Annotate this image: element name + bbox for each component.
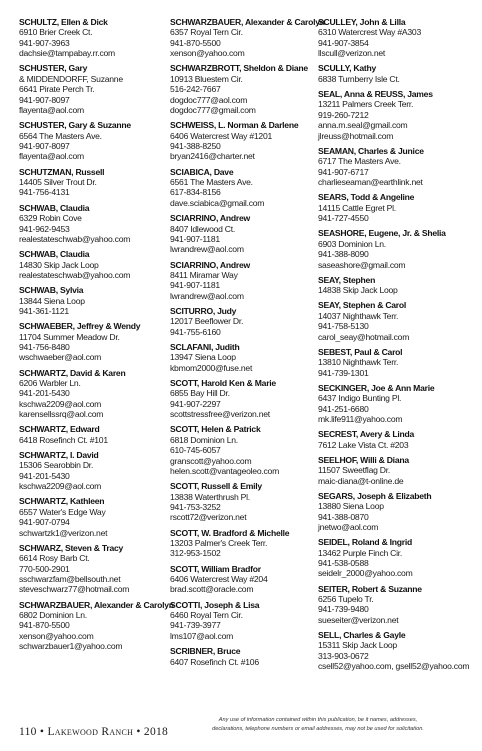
entry-name: SCRIBNER, Bruce — [170, 646, 241, 657]
entry-detail: 6903 Dominion Ln. — [318, 238, 386, 249]
directory-entry — [170, 378, 318, 420]
entry-detail: xenson@yahoo.com — [170, 48, 245, 59]
entry-detail: 14115 Cattle Egret Pl. — [318, 202, 396, 213]
entry-detail: 941-756-4131 — [19, 187, 70, 198]
entry-detail: 919-260-7212 — [318, 109, 369, 120]
entry-detail: 6641 Pirate Perch Tr. — [19, 84, 95, 95]
directory-entry — [170, 17, 325, 59]
directory-entry — [170, 481, 318, 523]
directory-entry — [19, 285, 167, 316]
entry-detail: 6818 Dominion Ln. — [170, 434, 238, 445]
entry-detail: 941-388-0870 — [318, 511, 369, 522]
entry-detail: carol_seay@hotmail.com — [318, 331, 410, 342]
footer-bullet-2: • — [136, 726, 141, 738]
entry-name: SCOTT, W. Bradford & Michelle — [170, 527, 290, 538]
entry-detail: flayenta@aol.com — [19, 105, 84, 116]
entry-detail: lwrandrew@aol.com — [170, 290, 244, 301]
directory-entry — [170, 564, 318, 595]
publication-year: 2018 — [143, 726, 169, 738]
entry-name: SEITER, Robert & Suzanne — [318, 583, 422, 594]
entry-name: SCHWAB, Sylvia — [19, 285, 84, 296]
directory-entry — [19, 368, 167, 420]
entry-detail: 941-870-5500 — [170, 37, 221, 48]
entry-detail: realestateschwab@yahoo.com — [19, 233, 131, 244]
entry-detail: 941-251-6680 — [318, 403, 369, 414]
entry-name: SELL, Charles & Gayle — [318, 630, 406, 641]
entry-detail: 941-538-0588 — [318, 558, 369, 569]
directory-entry — [170, 167, 318, 209]
entry-detail: dogdoc777@gmail.com — [170, 105, 256, 116]
entry-detail: dave.sciabica@gmail.com — [170, 197, 265, 208]
entry-detail: 13844 Siena Loop — [19, 295, 85, 306]
entry-detail: 941-727-4550 — [318, 213, 369, 224]
entry-detail: 941-907-6717 — [318, 166, 369, 177]
entry-name: SEAY, Stephen & Carol — [318, 300, 407, 311]
entry-detail: 13462 Purple Finch Cir. — [318, 547, 403, 558]
directory-entry — [318, 491, 466, 533]
entry-detail: sueseiter@verizon.net — [318, 614, 399, 625]
directory-column — [170, 17, 325, 715]
directory-entry — [170, 306, 318, 337]
entry-detail: 941-907-3854 — [318, 37, 369, 48]
entry-name: SCOTT, William Bradfor — [170, 563, 261, 574]
entry-detail: 6406 Watercrest Way #1201 — [170, 130, 273, 141]
entry-detail: 941-758-5130 — [318, 321, 369, 332]
entry-detail: 6614 Rosy Barb Ct. — [19, 553, 90, 564]
entry-detail: dogdoc777@aol.com — [170, 94, 248, 105]
entry-detail: 6357 Royal Tern Cir. — [170, 27, 243, 38]
directory-entry — [318, 455, 466, 486]
entry-detail: flayenta@aol.com — [19, 151, 84, 162]
entry-detail: 14830 Skip Jack Loop — [19, 259, 99, 270]
entry-detail: wschwaeber@aol.com — [19, 352, 102, 363]
entry-name: SCHULTZ, Ellen & Dick — [19, 17, 108, 27]
directory-entry — [170, 213, 318, 255]
entry-detail: 313-903-0672 — [318, 650, 369, 661]
disclaimer-line: declarations, telephone numbers or email addresses, may not be used for solicitation. — [212, 726, 424, 732]
entry-detail: schwartzk1@verizon.net — [19, 527, 108, 538]
directory-entry — [19, 599, 174, 652]
entry-name: SCOTTI, Joseph & Lisa — [170, 599, 260, 610]
entry-detail: 14838 Skip Jack Loop — [318, 285, 398, 296]
directory-entry — [318, 537, 466, 579]
entry-detail: 941-870-5500 — [19, 620, 70, 631]
directory-entry — [318, 17, 466, 59]
directory-entry — [19, 203, 167, 245]
directory-entry — [19, 17, 167, 59]
directory-entry — [170, 646, 318, 667]
directory-entry — [19, 120, 167, 162]
entry-detail: 12017 Beeflower Dr. — [170, 316, 244, 327]
entry-name: SCHWEISS, L. Norman & Darlene — [170, 120, 299, 131]
entry-detail: 6460 Royal Tern Cir. — [170, 610, 243, 621]
entry-detail: bryan2416@charter.net — [170, 151, 255, 162]
entry-name: SCHUTZMAN, Russell — [19, 166, 105, 177]
entry-detail: 770-500-2901 — [19, 563, 70, 574]
entry-detail: 13810 Nighthawk Terr. — [318, 357, 399, 368]
entry-detail: 11704 Summer Meadow Dr. — [19, 331, 120, 342]
directory-entry — [19, 496, 167, 538]
directory-entry — [318, 383, 466, 425]
entry-name: SEIDEL, Roland & Ingrid — [318, 537, 413, 548]
directory-entry — [318, 146, 466, 188]
entry-detail: 941-962-9453 — [19, 223, 70, 234]
directory-entry — [170, 63, 318, 115]
entry-detail: charlieseaman@earthlink.net — [318, 177, 423, 188]
directory-entry — [19, 424, 167, 445]
entry-name: SCOTT, Russell & Emily — [170, 481, 262, 492]
directory-entry — [19, 167, 167, 198]
directory-entry — [170, 528, 318, 559]
entry-detail: xenson@yahoo.com — [19, 630, 94, 641]
directory-entry — [19, 450, 167, 492]
entry-detail: 941-907-3963 — [19, 37, 70, 48]
page-number-line — [19, 726, 168, 738]
directory-entry — [318, 347, 466, 378]
entry-name: SCHWAEBER, Jeffrey & Wendy — [19, 321, 141, 332]
entry-detail: kschwa2209@aol.com — [19, 398, 102, 409]
entry-detail: 6418 Rosefinch Ct. #101 — [19, 434, 108, 445]
entry-detail: 6407 Rosefinch Ct. #106 — [170, 656, 259, 667]
directory-column — [318, 17, 470, 715]
entry-name: SEBEST, Paul & Carol — [318, 346, 403, 357]
entry-name: SCHWAB, Claudia — [19, 202, 90, 213]
directory-entry — [318, 63, 466, 84]
entry-detail: 941-755-6160 — [170, 326, 221, 337]
entry-name: SCIARRINO, Andrew — [170, 259, 250, 270]
entry-name: SECKINGER, Joe & Ann Marie — [318, 382, 435, 393]
entry-detail: seidelr_2000@yahoo.com — [318, 568, 413, 579]
page-footer — [19, 716, 468, 746]
publication-title: Lakewood Ranch — [47, 726, 134, 738]
entry-detail: 13203 Palmer's Creek Terr. — [170, 538, 268, 549]
entry-detail: 6717 The Masters Ave. — [318, 156, 401, 167]
directory-entry — [318, 89, 466, 141]
entry-name: SCOTT, Harold Ken & Marie — [170, 377, 276, 388]
entry-detail: 14405 Silver Trout Dr. — [19, 177, 97, 188]
entry-detail: 6802 Dominion Ln. — [19, 610, 87, 621]
entry-detail: 941-907-1181 — [170, 280, 220, 291]
entry-name: SCLAFANI, Judith — [170, 341, 240, 352]
entry-detail: 941-907-8097 — [19, 94, 70, 105]
entry-name: SCHWARTZ, Edward — [19, 424, 100, 435]
entry-name: SCHUSTER, Gary — [19, 63, 88, 74]
entry-detail: mk.life911@yahoo.com — [318, 413, 403, 424]
entry-name: SEASHORE, Eugene, Jr. & Shelia — [318, 228, 446, 239]
entry-detail: 13947 Siena Loop — [170, 352, 236, 363]
entry-detail: 6206 Warbler Ln. — [19, 377, 81, 388]
entry-detail: 15306 Searobbin Dr. — [19, 460, 94, 471]
entry-name: SCHWARZBAUER, Alexander & Carolyn — [170, 17, 325, 27]
entry-detail: 6910 Brier Creek Ct. — [19, 27, 93, 38]
entry-detail: 6561 The Masters Ave. — [170, 177, 253, 188]
entry-detail: 13880 Siena Loop — [318, 501, 384, 512]
entry-detail: karensellssrq@aol.com — [19, 409, 104, 420]
entry-detail: 7612 Lake Vista Ct. #203 — [318, 439, 409, 450]
entry-detail: 941-361-1121 — [19, 305, 69, 316]
entry-name: SEAL, Anna & REUSS, James — [318, 89, 433, 100]
entry-name: SCULLEY, John & Lilla — [318, 17, 406, 27]
entry-name: SEAMAN, Charles & Junice — [318, 145, 424, 156]
entry-detail: jlreuss@hotmail.com — [318, 130, 394, 141]
disclaimer — [168, 716, 468, 734]
entry-detail: 6838 Turnberry Isle Ct. — [318, 73, 400, 84]
entry-name: SCOTT, Helen & Patrick — [170, 424, 261, 435]
entry-detail: 6437 Indigo Bunting Pl. — [318, 393, 402, 404]
entry-detail: llscull@verizon.net — [318, 48, 386, 59]
entry-detail: 516-242-7667 — [170, 84, 221, 95]
entry-detail: steveschwarz77@hotmail.com — [19, 584, 130, 595]
entry-detail: 8411 Miramar Way — [170, 269, 238, 280]
directory-entry — [170, 424, 318, 476]
entry-detail: 941-756-8480 — [19, 341, 70, 352]
entry-name: SCHWARTZ, David & Karen — [19, 367, 126, 378]
entry-detail: kbmom2000@fuse.net — [170, 362, 253, 373]
entry-name: SCULLY, Kathy — [318, 63, 377, 74]
entry-detail: 8407 Idlewood Ct. — [170, 223, 236, 234]
entry-detail: 11507 Sweetflag Dr. — [318, 465, 391, 476]
entry-name: SEGARS, Joseph & Elizabeth — [318, 490, 432, 501]
entry-name: SCHWARTZ, I. David — [19, 450, 99, 460]
entry-detail: 6855 Bay Hill Dr. — [170, 388, 230, 399]
entry-detail: 941-201-5430 — [19, 470, 70, 481]
entry-detail: 6564 The Masters Ave. — [19, 130, 102, 141]
directory-entry — [19, 63, 167, 115]
entry-detail: 941-907-8097 — [19, 141, 70, 152]
entry-detail: 617-834-8156 — [170, 187, 221, 198]
entry-detail: 15311 Skip Jack Loop — [318, 640, 397, 651]
entry-detail: schwarzbauer1@yahoo.com — [19, 641, 123, 652]
entry-detail: 941-739-1301 — [318, 367, 369, 378]
entry-detail: 6557 Water's Edge Way — [19, 506, 106, 517]
entry-detail: 941-907-0794 — [19, 517, 70, 528]
entry-detail: 610-745-6057 — [170, 445, 221, 456]
directory-entry — [318, 630, 470, 672]
directory-entry — [318, 300, 466, 342]
directory-entry — [318, 228, 466, 270]
entry-detail: anna.m.seal@gmail.com — [318, 120, 408, 131]
entry-name: SEELHOF, Willi & Diana — [318, 454, 409, 465]
entry-detail: 10913 Bluestem Cir. — [170, 73, 243, 84]
directory-column — [19, 17, 174, 715]
entry-detail: 13211 Palmers Creek Terr. — [318, 99, 414, 110]
directory-entry — [318, 429, 466, 450]
entry-name: SCIABICA, Dave — [170, 166, 234, 177]
entry-detail: 941-201-5430 — [19, 388, 70, 399]
entry-detail: scottstressfree@verizon.net — [170, 409, 270, 420]
entry-detail: 312-953-1502 — [170, 548, 221, 559]
entry-detail: 941-739-9480 — [318, 604, 369, 615]
entry-detail: dachsie@tampabay.rr.com — [19, 48, 115, 59]
directory-entry — [318, 584, 466, 626]
entry-detail: csell52@yahoo.com, gsell52@yahoo.com — [318, 661, 470, 672]
entry-detail: lms107@aol.com — [170, 630, 234, 641]
entry-detail: saseashore@gmail.com — [318, 259, 406, 270]
entry-detail: 6329 Robin Cove — [19, 213, 82, 224]
entry-detail: 941-753-3252 — [170, 502, 221, 513]
entry-detail: 941-907-2297 — [170, 398, 221, 409]
entry-detail: helen.scott@vantageoleo.com — [170, 466, 279, 477]
directory-entry — [170, 120, 318, 162]
entry-detail: 941-739-3977 — [170, 620, 221, 631]
directory-entry — [170, 260, 318, 302]
entry-detail: 14037 Nighthawk Terr. — [318, 310, 399, 321]
entry-detail: realestateschwab@yahoo.com — [19, 269, 131, 280]
directory-entry — [318, 192, 466, 223]
entry-detail: granscott@yahoo.com — [170, 455, 252, 466]
entry-detail: 6310 Watercrest Way #A303 — [318, 27, 421, 38]
entry-name: SCIARRINO, Andrew — [170, 213, 250, 224]
entry-detail: sschwarzfam@bellsouth.net — [19, 574, 121, 585]
entry-detail: maic-diana@t-online.de — [318, 475, 404, 486]
entry-detail: kschwa2209@aol.com — [19, 481, 102, 492]
directory-entry — [19, 321, 167, 363]
entry-name: SCITURRO, Judy — [170, 305, 237, 316]
entry-name: SEAY, Stephen — [318, 274, 376, 285]
entry-detail: 13838 Waterthrush Pl. — [170, 491, 250, 502]
directory-entry — [19, 249, 167, 280]
directory-entry — [170, 342, 318, 373]
entry-detail: lwrandrew@aol.com — [170, 244, 244, 255]
entry-detail: brad.scott@oracle.com — [170, 584, 254, 595]
entry-detail: jnetwo@aol.com — [318, 522, 379, 533]
directory-entry — [318, 275, 466, 296]
directory-entry — [19, 543, 167, 595]
entry-detail: & MIDDENDORFF, Suzanne — [19, 73, 123, 84]
footer-bullet: • — [39, 726, 45, 738]
entry-name: SECREST, Avery & Linda — [318, 429, 415, 440]
entry-name: SEARS, Todd & Angeline — [318, 192, 415, 203]
entry-detail: 941-388-8090 — [318, 249, 369, 260]
entry-detail: rscott72@verizon.net — [170, 512, 247, 523]
entry-name: SCHWAB, Claudia — [19, 249, 90, 260]
entry-name: SCHWARZBROTT, Sheldon & Diane — [170, 63, 308, 74]
entry-name: SCHWARTZ, Kathleen — [19, 496, 105, 507]
disclaimer-line: Any use of information contained within this publication, be it names, addresses, — [218, 717, 418, 723]
entry-detail: 941-388-8250 — [170, 141, 221, 152]
entry-detail: 6256 Tupelo Tr. — [318, 594, 374, 605]
entry-name: SCHWARZ, Steven & Tracy — [19, 542, 124, 553]
entry-detail: 6406 Watercrest Way #204 — [170, 574, 268, 585]
entry-name: SCHUSTER, Gary & Suzanne — [19, 120, 131, 131]
entry-name: SCHWARZBAUER, Alexander & Carolyn — [19, 599, 174, 610]
directory-entry — [170, 600, 318, 642]
page-number: 110 — [19, 726, 37, 738]
entry-detail: 941-907-1181 — [170, 233, 220, 244]
